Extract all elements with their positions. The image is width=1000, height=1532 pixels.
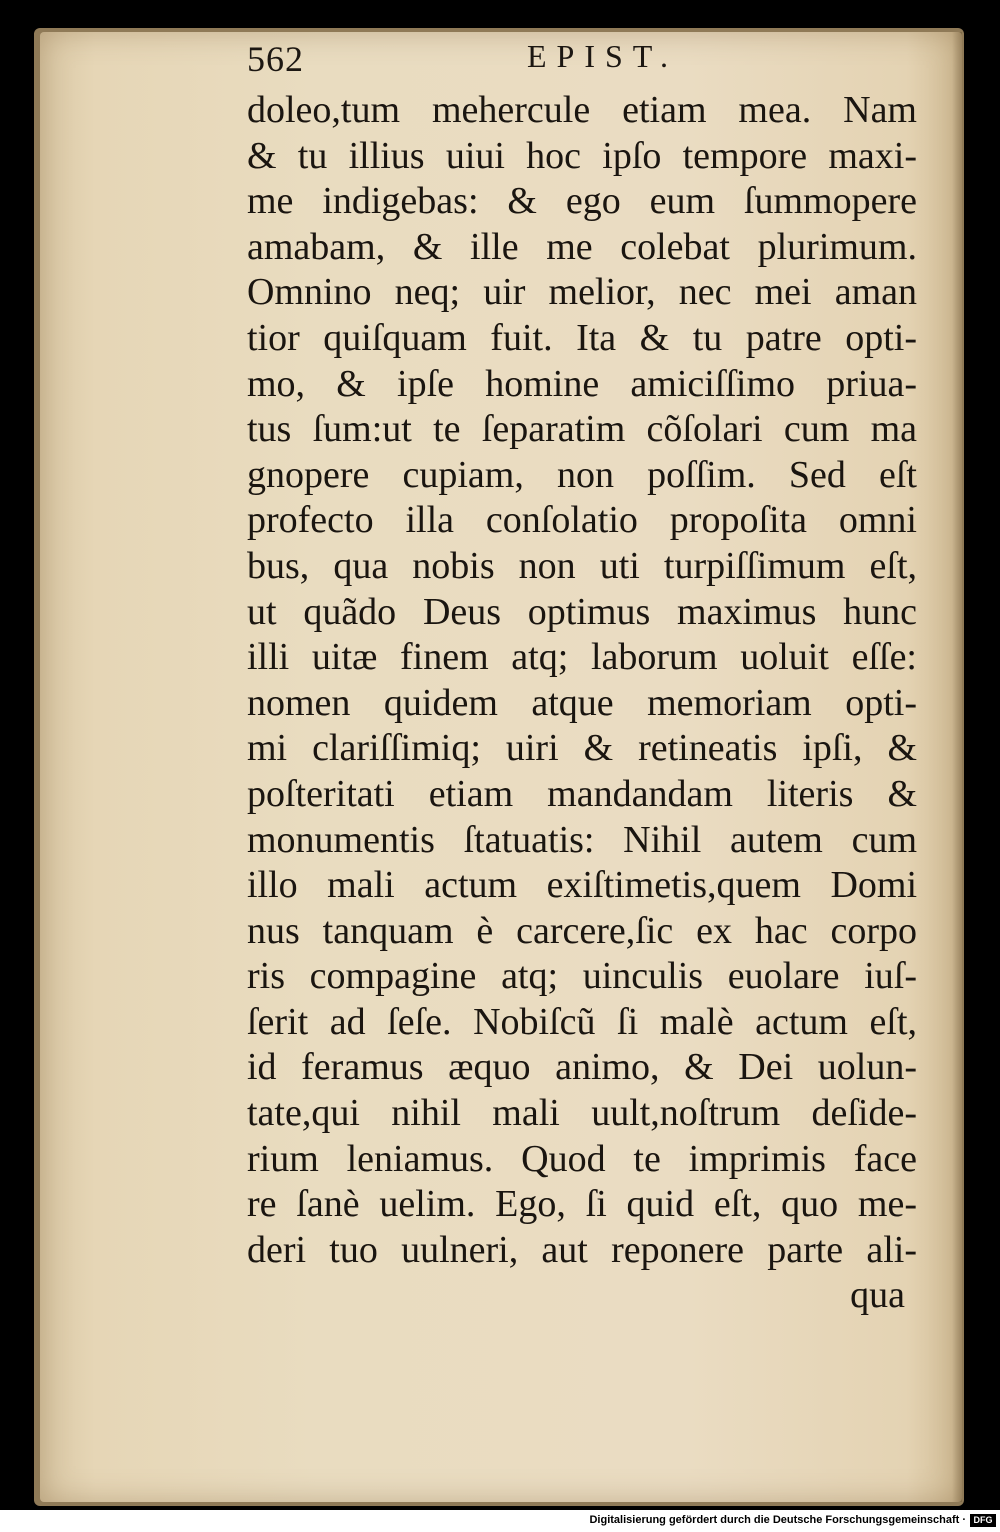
funding-note: Digitalisierung gefördert durch die Deutsche Forschungsgemeinschaft · (589, 1514, 966, 1526)
text-line: deri tuo uulneri, aut reponere parte ali- (247, 1228, 917, 1271)
text-line: re ſanè uelim. Ego, ſi quid eſt, quo me- (247, 1183, 917, 1226)
running-head-title: EPIST. (527, 38, 678, 74)
text-line: id feramus æquo animo, & Dei uolun- (247, 1046, 917, 1089)
page-edge (952, 32, 962, 1502)
text-line: rium leniamus. Quod te imprimis face (247, 1137, 917, 1180)
text-line: ut quãdo Deus optimus maximus hunc (247, 590, 917, 633)
text-line: illo mali actum exiſtimetis,quem Domi (247, 864, 917, 907)
text-line: tus ſum:ut te ſeparatim cõſolari cum ma (247, 408, 917, 451)
text-line: Omnino neq; uir melior, nec mei aman (247, 271, 917, 314)
dfg-logo: DFG (970, 1514, 996, 1527)
text-line: nomen quidem atque memoriam opti- (247, 681, 917, 724)
running-head (247, 38, 907, 88)
text-line: nus tanquam è carcere,ſic ex hac corpo (247, 909, 917, 952)
page-number: 562 (247, 39, 304, 79)
text-line: bus, qua nobis non uti turpiſſimum eſt, (247, 544, 917, 587)
text-line: poſteritati etiam mandandam literis & (247, 772, 917, 815)
footer-bar (0, 1510, 1000, 1532)
text-line: mi clariſſimiq; uiri & retineatis ipſi, & (247, 727, 917, 770)
catchword: qua (850, 1274, 905, 1317)
text-line: ris compagine atq; uinculis euolare iuſ- (247, 955, 917, 998)
text-line: me indigebas: & ego eum ſummopere (247, 180, 917, 223)
text-line: illi uitæ finem atq; laborum uoluit eſſe: (247, 636, 917, 679)
text-line: ſerit ad ſeſe. Nobiſcũ ſi malè actum eſt, (247, 1000, 917, 1043)
text-line: tate,qui nihil mali uult,noſtrum deſide- (247, 1092, 917, 1135)
text-line: & tu illius uiui hoc ipſo tempore maxi- (247, 134, 917, 177)
text-line: amabam, & ille me colebat plurimum. (247, 225, 917, 268)
text-line: tior quiſquam fuit. Ita & tu patre opti- (247, 316, 917, 359)
text-line: monumentis ſtatuatis: Nihil autem cum (247, 818, 917, 861)
text-line: doleo,tum mehercule etiam mea. Nam (247, 89, 917, 131)
text-line: mo, & ipſe homine amiciſſimo priua- (247, 362, 917, 405)
text-line: profecto illa conſolatio propoſita omni (247, 499, 917, 542)
body-text (247, 88, 917, 1319)
text-line: gnopere cupiam, non poſſim. Sed eſt (247, 453, 917, 496)
